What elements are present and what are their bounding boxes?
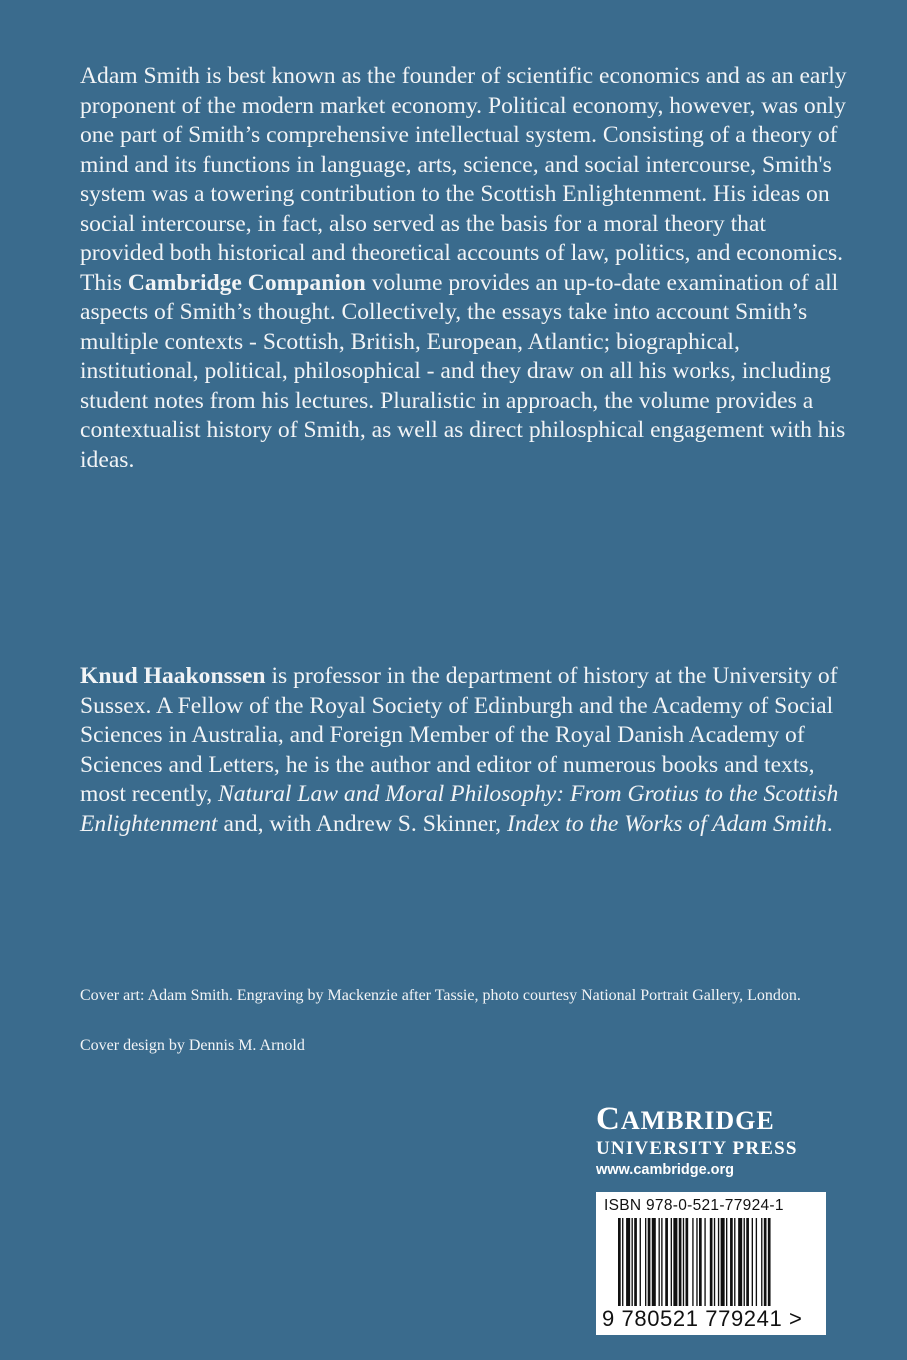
publisher-name: CAMBRIDGE [596, 1101, 775, 1137]
publisher-url: www.cambridge.org [596, 1162, 735, 1178]
barcode-bar [752, 1218, 753, 1318]
book-title-1: Natural Law and Moral Philosophy: From Grotius to the Scottish Enlightenment [80, 781, 839, 837]
barcode-bar [683, 1218, 684, 1318]
isbn-label: ISBN 978-0-521-77924-1 [604, 1197, 784, 1214]
barcode-bar [761, 1218, 762, 1318]
barcode-bar [718, 1218, 719, 1318]
barcode-bar [673, 1218, 677, 1318]
barcode-bar [622, 1218, 623, 1318]
barcode-bar [632, 1218, 633, 1318]
cover-art-credit: Cover art: Adam Smith. Engraving by Mackenzie after Tassie, photo courtesy National Portrait Gallery, London. [80, 987, 801, 1004]
bio-text-3: . [826, 810, 833, 837]
barcode-bar [764, 1218, 767, 1318]
cover-design-credit: Cover design by Dennis M. Arnold [80, 1037, 305, 1054]
barcode-bar [645, 1218, 646, 1318]
barcode-bar [746, 1218, 749, 1318]
barcode-bar [696, 1218, 697, 1318]
barcode-bar [721, 1218, 725, 1318]
description-part-2: volume provides an up-to-date examination of all aspects of Smith’s thought. Collectively, the essays take into account Smith’s multiple contexts - Scottish, British, European, Atlantic; biographical, institutional, political, philosophical - and they draw on all his works, including student notes from his lectures. Pluralistic in approach, the volume provides a contextualist history of Smith, as well as direct philosphical engagement with his ideas. [80, 269, 846, 473]
barcode-bar [756, 1218, 757, 1318]
barcode-bar [634, 1218, 637, 1318]
barcode-bar [618, 1218, 621, 1318]
book-title-2: Index to the Works of Adam Smith [506, 810, 827, 837]
barcode-bar [710, 1218, 713, 1318]
description-part-1: Adam Smith is best known as the founder of scientific economics and as an early proponent of the modern market economy. Political economy, however, was only one part of Smith’s comprehensive intellectual system. Consisting of a theory of mind and its functions in language, arts, science, and social intercourse, Smith's system was a towering contribution to the Scottish Enlightenment. His ideas on social intercourse, in fact, also served as the basis for a moral theory that provided both historical and theoretical accounts of law, politics, and economics. This [80, 63, 847, 296]
barcode-bar [652, 1218, 656, 1318]
barcode-bar [648, 1218, 651, 1318]
publisher-logo [596, 1102, 826, 1180]
barcode-bar [704, 1218, 705, 1318]
barcode-bar [626, 1218, 630, 1318]
barcode-bar [699, 1218, 702, 1318]
barcode-digits: 9 780521 779241 > [602, 1306, 803, 1331]
barcode-bar [661, 1218, 662, 1318]
barcode-bar [726, 1218, 727, 1318]
publisher-subtitle: UNIVERSITY PRESS [596, 1138, 798, 1159]
barcode-bar [686, 1218, 689, 1318]
bio-text-2: and, with Andrew S. Skinner, [217, 810, 507, 837]
author-name: Knud Haakonssen [80, 663, 266, 689]
barcode-bar [730, 1218, 733, 1318]
barcode-bar [714, 1218, 715, 1318]
barcode-bar [671, 1218, 672, 1318]
barcode-bar [744, 1218, 745, 1318]
barcode-bar [665, 1218, 668, 1318]
book-description [80, 62, 850, 475]
author-bio [80, 662, 850, 839]
barcode-bar [738, 1218, 742, 1318]
bio-text-1: is professor in the department of history at the University of Sussex. A Fellow of the Royal Society of Edinburgh and the Academy of Social Sciences in Australia, and Foreign Member of the Royal Danish Academy of Sciences and Letters, he is the author and editor of numerous books and texts, most recently, [80, 663, 838, 807]
barcode-bar [692, 1218, 693, 1318]
barcode-bar [768, 1218, 771, 1318]
barcode-bars [616, 1218, 816, 1318]
barcode-panel [596, 1192, 826, 1335]
barcode-bar [659, 1218, 660, 1318]
barcode-bar [640, 1218, 641, 1318]
series-name: Cambridge Companion [127, 269, 366, 296]
barcode-bar [734, 1218, 735, 1318]
barcode-bar [679, 1218, 682, 1318]
